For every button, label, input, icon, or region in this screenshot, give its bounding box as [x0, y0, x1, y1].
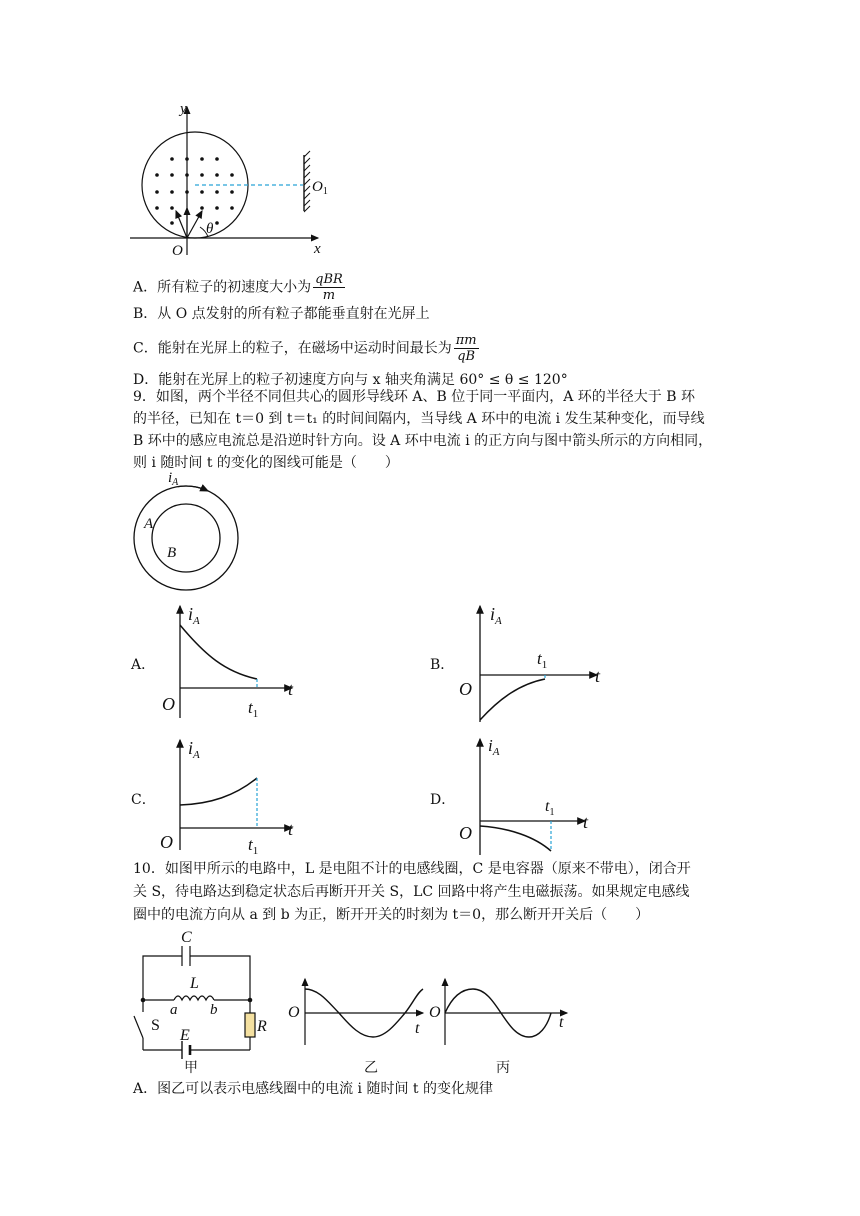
- q9-ring-figure: [128, 468, 248, 598]
- q10-label-b: b: [210, 1002, 218, 1018]
- q9-stem-line-1: 9．如图，两个半径不同但共心的圆形导线环 A、B 位于同一平面内，A 环的半径大于 B 环: [133, 389, 695, 405]
- q10-stem-line-3: 圈中的电流方向从 a 到 b 为正，断开开关的时刻为 t＝0，那么断开开关后（ ）: [133, 907, 650, 923]
- q10-wave-yi-t: t: [415, 1020, 420, 1037]
- q8-label-o1: $O_1$: [312, 179, 328, 197]
- q9-graph-c-t1: $t_1$: [248, 835, 259, 857]
- q9-graph-c-ilabel: $i_A$: [188, 738, 200, 761]
- q10-option-a: A．图乙可以表示电感线圈中的电流 i 随时间 t 的变化规律: [133, 1081, 494, 1097]
- q9-graph-d-curve: [480, 826, 551, 851]
- q8-option-c-fraction: [454, 333, 479, 364]
- q9-graph-b-t: t: [595, 666, 601, 686]
- q8-option-a: [133, 272, 345, 303]
- q10-wave-bing: [427, 975, 577, 1055]
- q10-label-l: L: [190, 975, 199, 992]
- q10-resistor: [245, 1013, 255, 1037]
- q9-graph-c-origin: O: [160, 832, 173, 852]
- q9-graph-b: [455, 600, 615, 725]
- q10-wave-bing-t: t: [559, 1014, 564, 1031]
- q9-ring-label-a: A: [144, 516, 154, 532]
- q9-graph-a-origin: O: [162, 694, 175, 714]
- q9-graph-c-curve: [180, 778, 257, 805]
- q8-option-b: B．从 O 点发射的所有粒子都能垂直射在光屏上: [133, 306, 430, 322]
- q8-option-c: [133, 333, 479, 364]
- q9-graph-a-t: t: [288, 679, 294, 699]
- q10-caption-jia: 甲: [184, 1060, 198, 1076]
- q8-magnetic-field-figure: [120, 95, 360, 260]
- q10-stem-line-1: 10．如图甲所示的电路中，L 是电阻不计的电感线圈，C 是电容器（原来不带电），闭合开: [133, 861, 691, 877]
- q10-label-e: E: [180, 1027, 190, 1044]
- q10-wave-yi-origin: O: [288, 1004, 300, 1021]
- q9-graph-d-origin: O: [459, 823, 472, 843]
- q8-option-c-text: C．能射在光屏上的粒子，在磁场中运动时间最长为: [133, 340, 452, 357]
- q9-ring-b: [152, 504, 220, 572]
- q8-label-x: x: [314, 241, 321, 257]
- q8-option-a-num: qBR: [315, 272, 343, 287]
- q9-graph-a-curve: [180, 625, 257, 679]
- q9-graph-a-t1: $t_1$: [248, 698, 259, 720]
- q8-label-theta: θ: [206, 221, 214, 237]
- q8-label-y: y: [180, 101, 187, 117]
- q9-option-c-label: C．: [131, 792, 156, 808]
- q9-graph-b-t1: $t_1$: [537, 649, 548, 671]
- q8-field-dots: [155, 157, 234, 225]
- q8-option-a-den: m: [322, 288, 336, 303]
- q10-stem-line-2: 关 S，待电路达到稳定状态后再断开开关 S，LC 回路中将产生电磁振荡。如果规定电感线: [133, 884, 690, 900]
- q10-label-s: S: [151, 1017, 160, 1034]
- q9-ring-label-b: B: [167, 545, 177, 561]
- q9-graph-b-curve: [480, 679, 545, 720]
- q9-option-a-label: A．: [131, 657, 156, 673]
- q9-stem-line-4: 则 i 随时间 t 的变化的图线可能是（ ）: [133, 455, 399, 471]
- q8-label-origin: O: [172, 243, 183, 259]
- q9-graph-c: [150, 730, 310, 855]
- q9-stem-line-2: 的半径，已知在 t＝0 到 t＝t₁ 的时间间隔内，当导线 A 环中的电流 i 发生某种变化，而导线: [133, 411, 705, 427]
- q8-option-a-fraction: [313, 272, 345, 303]
- q10-caption-yi: 乙: [364, 1060, 378, 1076]
- q9-ring-label-ia: $i_A$: [168, 470, 179, 488]
- q9-ring-a: [134, 486, 238, 590]
- q9-stem-line-3: B 环中的感应电流总是沿逆时针方向。设 A 环中电流 i 的正方向与图中箭头所示的方向相同，: [133, 433, 713, 449]
- q9-graph-b-ilabel: $i_A$: [490, 604, 502, 627]
- q10-circuit-figure: [128, 928, 278, 1058]
- q8-option-c-num: πm: [455, 333, 477, 348]
- q9-option-d-label: D．: [430, 792, 456, 808]
- q9-graph-d-t: t: [583, 812, 589, 832]
- q10-label-c: C: [181, 929, 192, 946]
- q10-caption-bing: 丙: [496, 1060, 510, 1076]
- q9-graph-d-ilabel: $i_A$: [488, 736, 500, 758]
- q9-graph-c-t: t: [288, 819, 294, 839]
- q10-label-r: R: [257, 1018, 267, 1035]
- q10-wave-yi: [285, 975, 430, 1055]
- q10-label-a: a: [170, 1002, 178, 1018]
- q9-graph-a: [150, 600, 310, 720]
- q9-graph-d: [455, 733, 605, 858]
- q8-option-d: D．能射在光屏上的粒子初速度方向与 x 轴夹角满足 60° ≤ θ ≤ 120°: [133, 372, 568, 388]
- q9-option-b-label: B．: [430, 657, 455, 673]
- q9-graph-d-t1: $t_1$: [545, 798, 555, 818]
- q9-graph-b-origin: O: [459, 679, 472, 699]
- q8-option-a-text: A．所有粒子的初速度大小为: [133, 279, 312, 296]
- q10-wave-bing-origin: O: [429, 1004, 441, 1021]
- q9-graph-a-ilabel: $i_A$: [188, 604, 200, 627]
- q8-option-c-den: qB: [457, 349, 476, 364]
